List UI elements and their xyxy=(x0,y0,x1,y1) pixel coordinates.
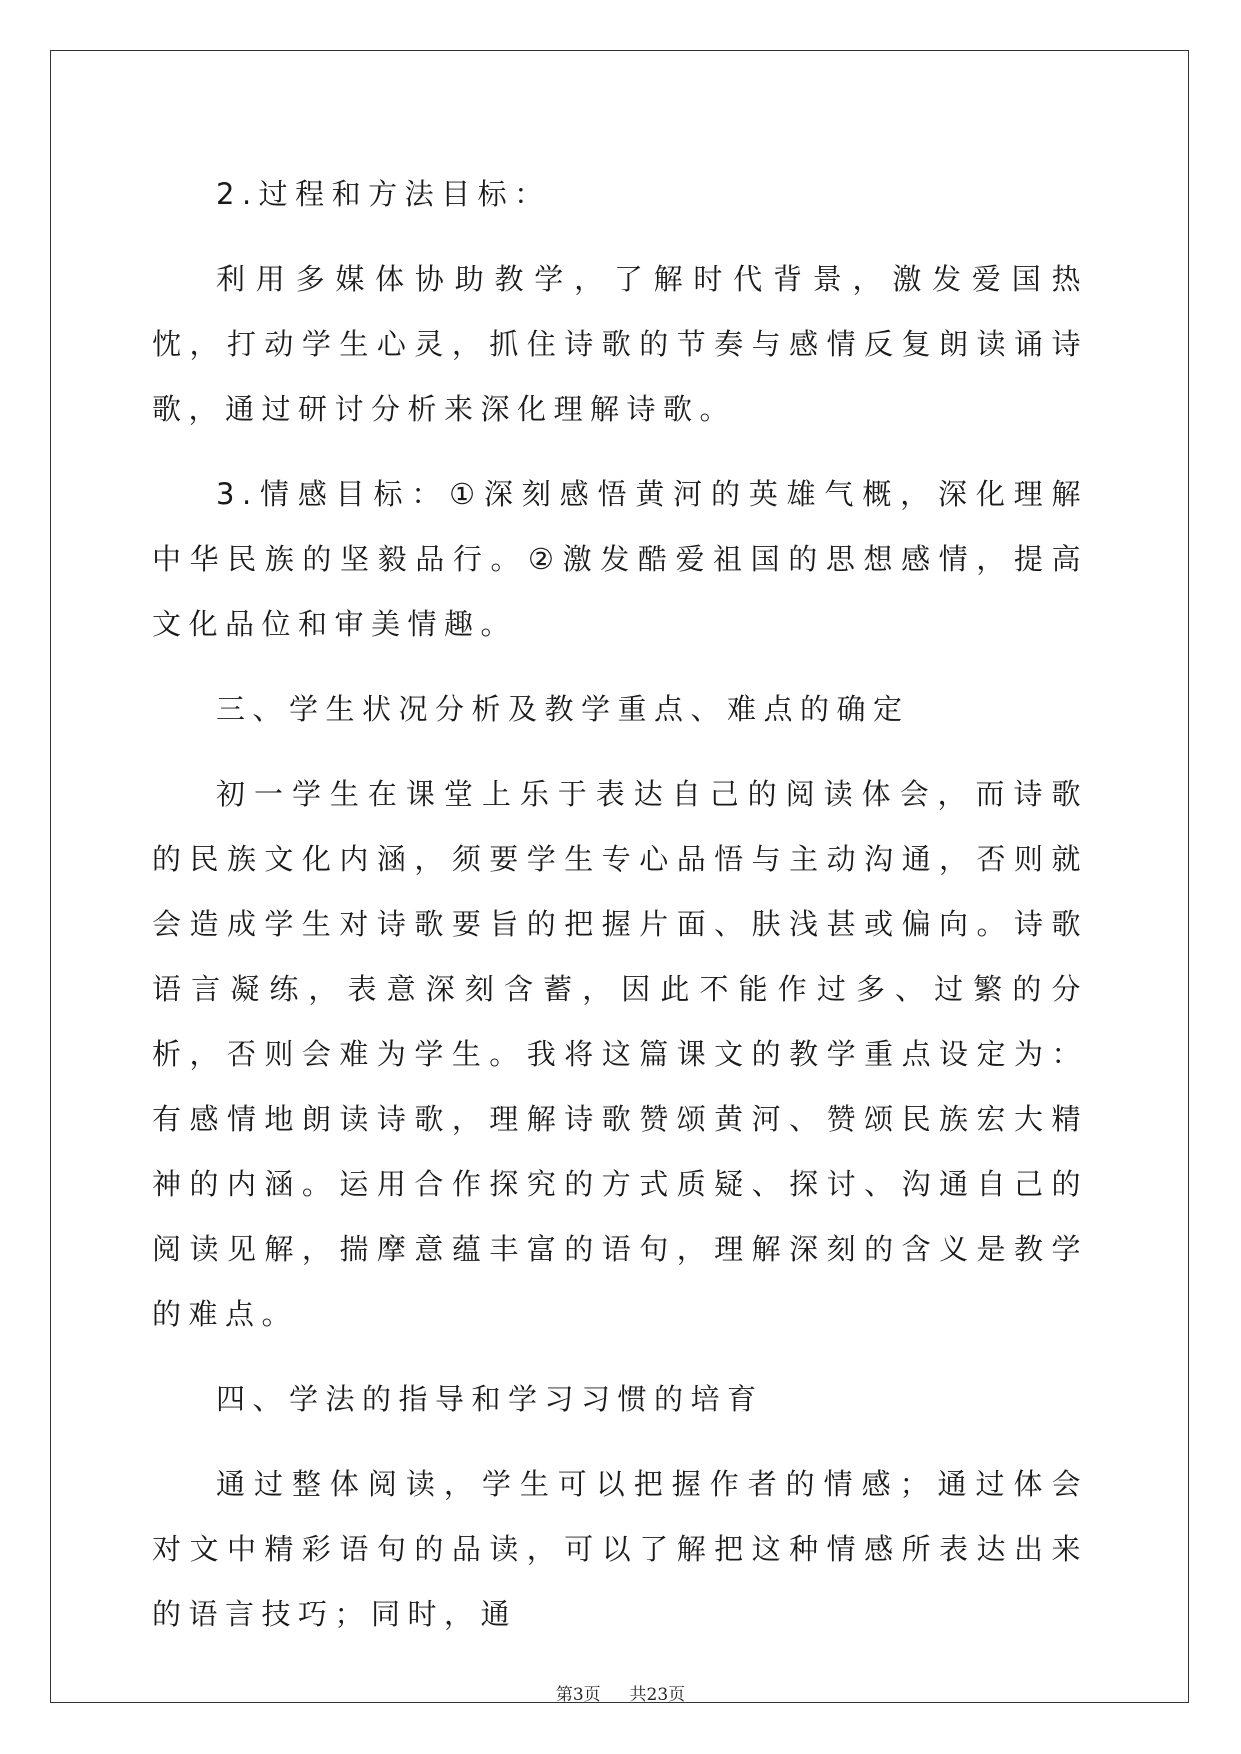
paragraph-student-analysis: 初一学生在课堂上乐于表达自己的阅读体会，而诗歌的民族文化内涵，须要学生专心品悟与主动沟通，否则就会造成学生对诗歌要旨的把握片面、肤浅甚或偏向。诗歌语言凝练，表意深刻含蓄，因此不能作过多、过繁的分析，否则会难为学生。我将这篇课文的教学重点设定为：有感情地朗读诗歌，理解诗歌赞颂黄河、赞颂民族宏大精神的内涵。运用合作探究的方式质疑、探讨、沟通自己的阅读见解，揣摩意蕴丰富的语句，理解深刻的含义是教学的难点。 xyxy=(152,777,1088,1331)
paragraph-emotion-goal: 3.情感目标：①深刻感悟黄河的英雄气概，深化理解中华民族的坚毅品行。②激发酷爱祖国的思想感情，提高文化品位和审美情趣。 xyxy=(152,477,1088,641)
page-footer xyxy=(0,1680,1241,1705)
paragraph-process-method-goal: 2.过程和方法目标： xyxy=(216,177,551,211)
paragraph-multimedia-teaching: 利用多媒体协助教学，了解时代背景，激发爱国热忱，打动学生心灵，抓住诗歌的节奏与感情反复朗读诵诗歌，通过研讨分析来深化理解诗歌。 xyxy=(152,262,1088,426)
document-body xyxy=(152,160,1088,1667)
section-heading-study-method: 四、学法的指导和学习习惯的培育 xyxy=(216,1382,764,1416)
section-heading-student-analysis: 三、学生状况分析及教学重点、难点的确定 xyxy=(216,692,910,726)
page-number: 第3页 xyxy=(555,1685,601,1705)
paragraph-study-method: 通过整体阅读，学生可以把握作者的情感；通过体会对文中精彩语句的品读，可以了解把这种情感所表达出来的语言技巧；同时，通 xyxy=(152,1467,1088,1631)
page-total: 共23页 xyxy=(629,1685,686,1705)
